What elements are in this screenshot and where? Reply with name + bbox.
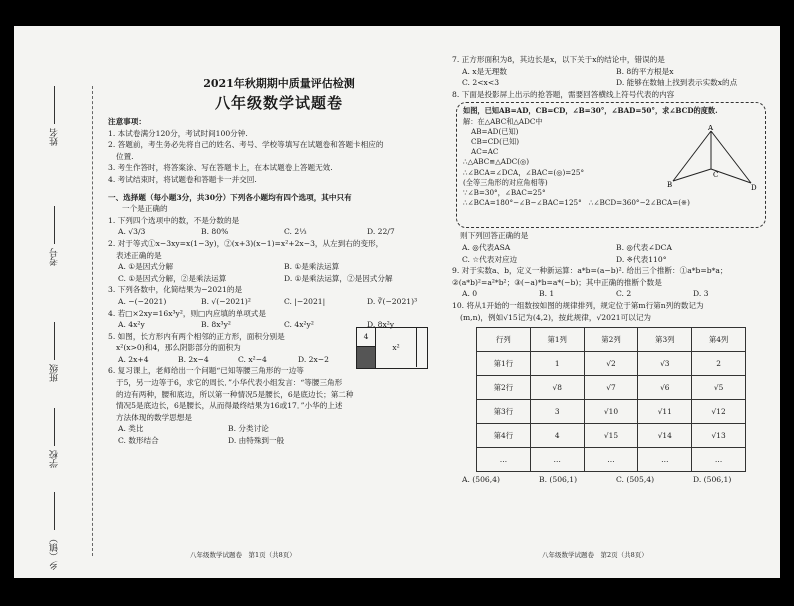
table-header-cell: 第3列	[638, 328, 692, 352]
field-name: 姓名	[48, 86, 98, 146]
table-cell: √11	[638, 400, 692, 424]
q1-option-c: C. 2⅓	[284, 227, 307, 237]
binding-strip	[14, 26, 112, 578]
table-cell: …	[530, 448, 584, 472]
q5-block	[108, 331, 450, 366]
q8-proof	[463, 117, 643, 199]
q9-line: 9. 对于实数a、b，定义一种新运算：a*b=(a−b)². 给出三个推断：①a*b=b*a；	[452, 266, 728, 276]
q8-after: 则下列回答正确的是	[460, 231, 529, 241]
q10-number-table	[476, 327, 746, 472]
exam-title: 2021年秋期期中质量评估检测	[203, 77, 355, 90]
q5-stem-cont: x²(x>0)和4，那么阴影部分的面积为	[116, 343, 241, 353]
table-cell: 第1行	[477, 352, 531, 376]
table-cell: 2	[692, 352, 746, 376]
q8-box-line: 解：在△ABC和△ADC中	[463, 116, 543, 126]
q1-stem: 1. 下列四个选项中的数，不是分数的是	[108, 215, 240, 225]
q5-large-square: x²	[376, 328, 417, 367]
table-cell: 3	[530, 400, 584, 424]
q7-option-b: B. 8的平方根是x	[616, 66, 674, 76]
q6-line: 的边有两种，腰和底边，所以第一种情况5是腰长，6是底边长；第二种	[116, 389, 354, 399]
table-cell: √14	[638, 424, 692, 448]
q4-option-c: C. 4x²y²	[284, 320, 314, 330]
q5-stem: 5. 如图，长方形内有两个相邻的正方形，面积分别是	[108, 331, 285, 341]
q8-options	[452, 242, 770, 265]
table-cell: √15	[584, 424, 638, 448]
notes-heading: 注意事项：	[108, 117, 146, 126]
table-cell: √12	[692, 400, 746, 424]
q9-line: ②(a*b)²=a²*b²；③(−a)*b=a*(−b)；其中正确的推断个数是	[452, 277, 662, 287]
q3-option-d: D. ∛(−2021)³	[367, 296, 418, 306]
q5-option-c: C. x²−4	[238, 354, 267, 364]
q5-options	[108, 354, 358, 366]
table-header-cell: 第1列	[530, 328, 584, 352]
field-exam-number: 考号	[48, 206, 98, 266]
q10-options	[452, 474, 770, 486]
field-town: 乡（镇）	[48, 492, 98, 570]
q10-line: (m,n)，例如√15记为(4,2)，按此规律，√2021可以记为	[460, 312, 652, 322]
table-cell: √10	[584, 400, 638, 424]
field-class: 班级	[48, 322, 98, 382]
q5-option-d: D. 2x−2	[298, 354, 329, 364]
q9-option-d: D. 3	[693, 289, 709, 299]
q2-stem: 2. 对于等式①x−3xy=x(1−3y)，②(x+3)(x−1)=x²+2x−3，从左到右的变形，	[108, 238, 384, 248]
q8-box-line: ∴△ABC≌△ADC(◎)	[463, 157, 530, 167]
exam-subtitle: 八年级数学试题卷	[214, 94, 343, 112]
q4-stem: 4. 若□×2xy=16x³y²，则□内应填的单项式是	[108, 308, 266, 318]
q8-box-line: (全等三角形的对应角相等)	[463, 177, 548, 187]
q8-projection-box	[456, 102, 766, 228]
q8-box-line: CB=CD(已知)	[471, 136, 520, 146]
q7-option-c: C. 2<x<3	[462, 78, 500, 88]
section-heading: 一、选择题（每小题3分，共30分）下列各小题均有四个选项，其中只有	[108, 192, 352, 202]
q8-box-line: ∵∠B=30°，∠BAC=25°	[463, 188, 546, 197]
q8-option-c: C. ☆代表对应边	[462, 254, 518, 264]
table-cell: √5	[692, 376, 746, 400]
q3-option-c: C. |−2021|	[284, 296, 326, 306]
q8-stem: 8. 下面是投影屏上出示的抢答题，需要回答横线上符号代表的内容	[452, 89, 675, 99]
table-header-cell: 第4列	[692, 328, 746, 352]
q2-option-d: D. ①是乘法运算，②是因式分解	[284, 273, 393, 283]
q4-option-a: A. 4x²y	[118, 320, 145, 330]
q10-option-c: C. (505,4)	[616, 475, 655, 485]
q7-options	[452, 66, 770, 89]
q4-option-b: B. 8x³y²	[201, 320, 231, 330]
q2-option-c: C. ①是因式分解，②是乘法运算	[118, 273, 227, 283]
field-school: 学校	[48, 408, 98, 468]
q6-options	[108, 423, 338, 446]
q1-options	[108, 226, 450, 238]
exam-sheet	[14, 26, 780, 578]
table-cell: …	[638, 448, 692, 472]
q6-option-d: D. 由特殊到一般	[228, 436, 285, 446]
q5-option-a: A. 2x+4	[118, 354, 149, 364]
q3-option-a: A. −(−2021)	[118, 296, 167, 306]
q3-options	[108, 296, 450, 308]
notes-item: 位置.	[116, 151, 134, 161]
table-cell: …	[692, 448, 746, 472]
q5-option-b: B. 2x−4	[178, 354, 209, 364]
notes-item: 2. 答题前，考生务必先将自己的姓名、考号、学校等填写在试题卷和答题卡相应的	[108, 140, 384, 150]
table-cell: 第3行	[477, 400, 531, 424]
q2-stem-cont: 表述正确的是	[116, 250, 162, 260]
q10-option-b: B. (506,1)	[539, 475, 578, 485]
q9-options	[452, 288, 770, 300]
q5-small-square: 4	[357, 328, 376, 347]
binding-dashed-line	[92, 86, 93, 556]
footer-right: 八年级数学试题卷 第2页（共8页）	[542, 551, 648, 559]
page-right	[452, 54, 770, 486]
q9-option-c: C. 2	[616, 289, 632, 299]
q3-option-b: B. √(−2021)²	[201, 296, 251, 306]
q8-label-a: A	[708, 125, 714, 133]
notes-item: 1. 本试卷满分120分，考试时间100分钟.	[108, 128, 248, 138]
table-cell: √7	[584, 376, 638, 400]
q7-option-a: A. x是无理数	[462, 66, 507, 76]
q7-option-d: D. 能够在数轴上找到表示实数x的点	[616, 78, 738, 88]
table-cell: √8	[530, 376, 584, 400]
q4-option-d: D. 8x²y	[367, 320, 395, 330]
q5-shaded-region	[357, 347, 376, 368]
q8-box-line: AC=AC	[471, 147, 499, 157]
table-header-cell: 行列	[477, 328, 531, 352]
footer-left: 八年级数学试题卷 第1页（共8页）	[190, 551, 296, 559]
q2-option-b: B. ①是乘法运算	[284, 262, 340, 272]
q6-option-a: A. 类比	[118, 424, 144, 434]
table-header-row	[477, 328, 746, 352]
q10-option-d: D. (506,1)	[693, 475, 732, 485]
q6-line: 6. 复习课上，老师给出一个问题“已知等腰三角形的一边等	[108, 366, 304, 376]
table-row	[477, 400, 746, 424]
q1-option-b: B. 80%	[201, 227, 229, 237]
q2-options	[108, 261, 450, 284]
q7-stem: 7. 正方形面积为8，其边长是x，以下关于x的结论中，错误的是	[452, 55, 665, 64]
page-left	[108, 76, 450, 447]
q8-option-d: D. ※代表110°	[616, 254, 667, 264]
table-header-cell: 第2列	[584, 328, 638, 352]
q9-option-a: A. 0	[462, 289, 478, 299]
notes-item: 4. 考试结束时，将试题卷和答题卡一并交回.	[108, 174, 257, 184]
table-cell: 1	[530, 352, 584, 376]
q9-option-b: B. 1	[539, 289, 555, 299]
q6-line: 情况5是底边长，6是腰长，从而得最终结果为16或17．”小华的上述	[116, 401, 343, 411]
q1-option-a: A. √3/3	[118, 227, 146, 237]
table-row	[477, 424, 746, 448]
q8-label-b: B	[667, 181, 673, 190]
q8-label-d: D	[751, 184, 757, 192]
q8-box-line: ∴∠BCA=180°−∠B−∠BAC=125° ∴∠BCD=360°−2∠BCA=(※)	[463, 198, 690, 208]
table-cell: 第2行	[477, 376, 531, 400]
table-cell: √2	[584, 352, 638, 376]
q8-label-c: C	[713, 171, 719, 180]
table-row	[477, 352, 746, 376]
q10-option-a: A. (506,4)	[462, 475, 500, 485]
q5-figure	[356, 327, 428, 369]
q8-option-a: A. ◎代表ASA	[462, 242, 511, 252]
q6-line: 于5，另一边等于6，求它的周长．”小华代表小组发言：“等腰三角形	[116, 378, 343, 388]
table-cell: 4	[530, 424, 584, 448]
table-cell: √13	[692, 424, 746, 448]
q6-option-b: B. 分类讨论	[228, 424, 269, 434]
section-heading-cont: 一个是正确的	[122, 204, 168, 214]
q2-option-a: A. ①是因式分解	[118, 262, 174, 272]
table-row	[477, 376, 746, 400]
q3-stem: 3. 下列各数中，化简结果为−2021的是	[108, 285, 243, 295]
notes-item: 3. 考生作答时，将答案涂、写在答题卡上，在本试题卷上答题无效.	[108, 163, 333, 173]
q8-box-line: ∴∠BCA=∠DCA，∠BAC=(◎)=25°	[463, 167, 585, 177]
table-row	[477, 448, 746, 472]
table-cell: …	[584, 448, 638, 472]
table-cell: √6	[638, 376, 692, 400]
q8-kite-figure	[667, 125, 757, 191]
table-cell: …	[477, 448, 531, 472]
q1-option-d: D. 22/7	[367, 227, 395, 237]
table-cell: 第4行	[477, 424, 531, 448]
q8-option-b: B. ◎代表∠DCA	[616, 242, 672, 252]
q8-box-line: 如图，已知AB=AD，CB=CD，∠B=30°，∠BAD=50°，求∠BCD的度数.	[463, 106, 718, 116]
q6-option-c: C. 数形结合	[118, 436, 159, 446]
table-cell: √3	[638, 352, 692, 376]
q10-line: 10. 将从1开始的一组数按如图的规律排列，规定位于第m行第n列的数记为	[452, 300, 704, 310]
q8-box-line: AB=AD(已知)	[471, 126, 519, 136]
q6-line: 方法体现的数学思想是	[116, 412, 192, 422]
